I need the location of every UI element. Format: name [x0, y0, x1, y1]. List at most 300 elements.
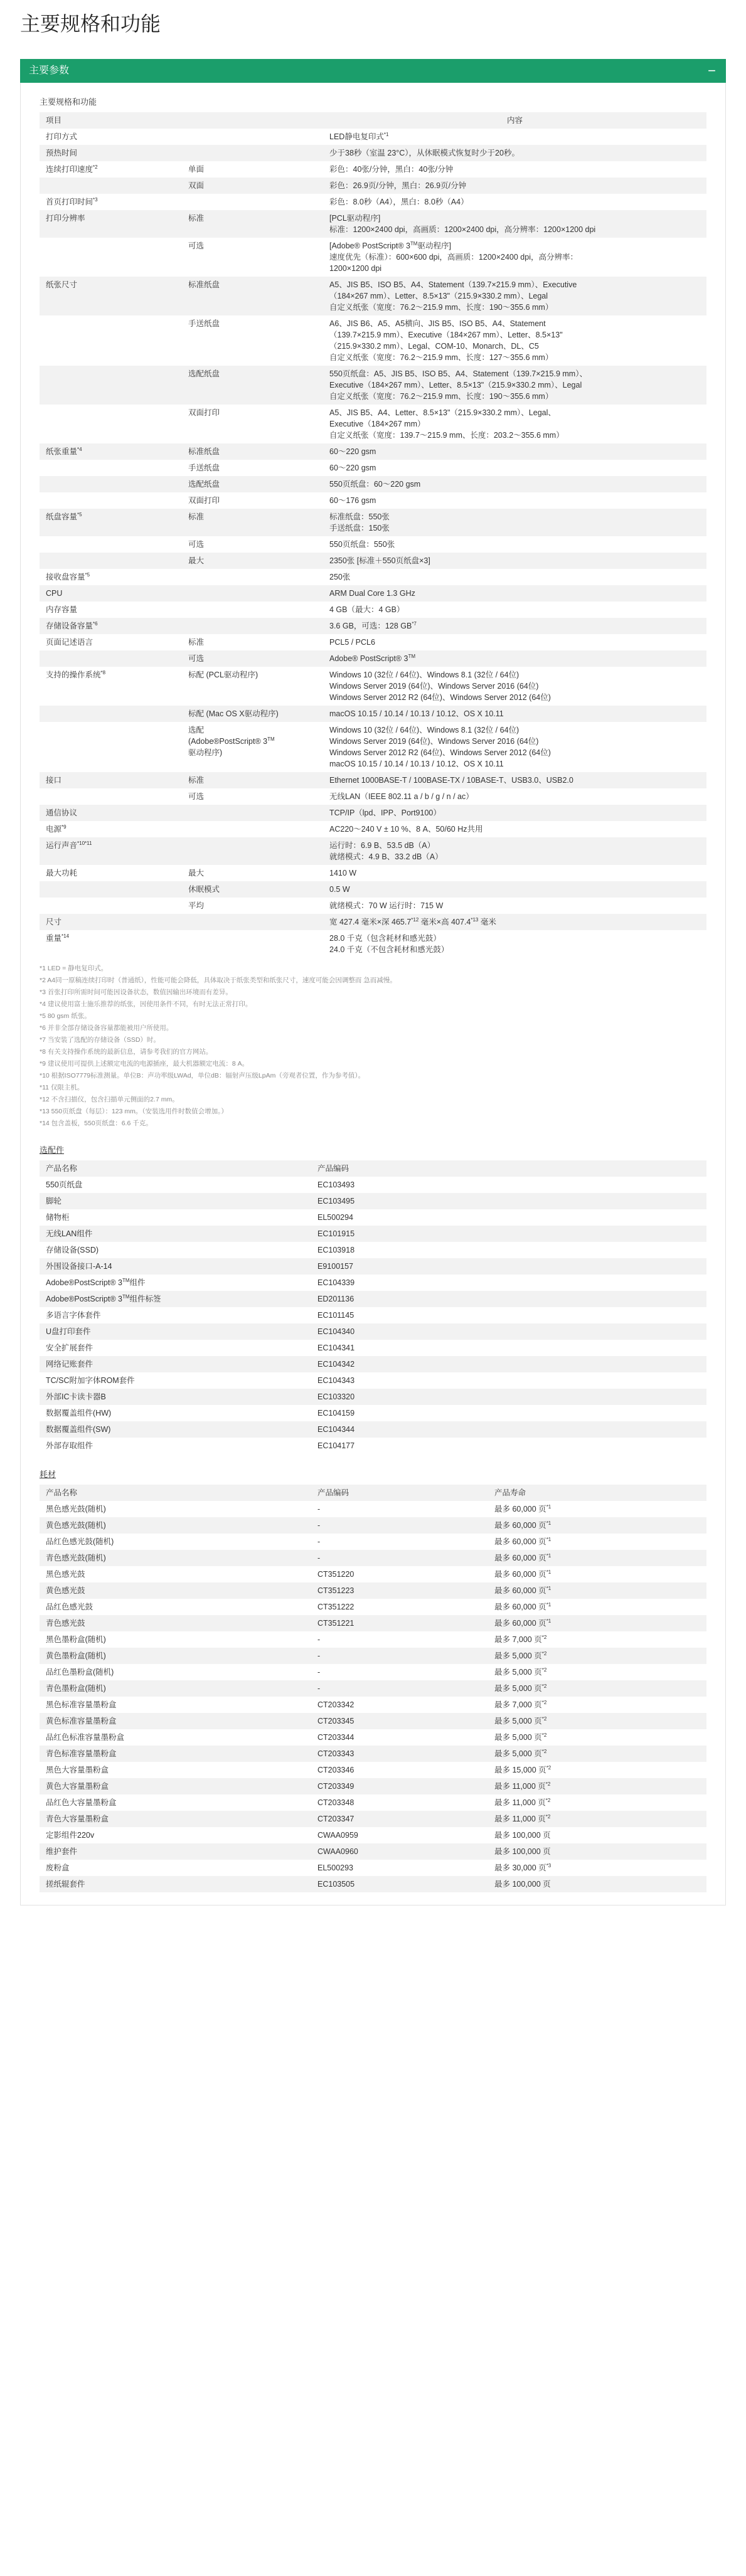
product-name: 定影组件220v [40, 1827, 311, 1843]
spec-value: [Adobe® PostScript® 3™驱动程序] 速度优先（标准）：600×600 dpi，高画质：1200×2400 dpi，高分辨率： 1200×1200 dpi [323, 238, 706, 277]
product-code: EC104342 [311, 1356, 706, 1372]
section-title: 主要参数 [29, 65, 70, 76]
product-name: 品红色标准容量墨粉盒 [40, 1729, 311, 1746]
product-life: 最多 30,000 页$^{*3}$ [488, 1860, 706, 1876]
product-name: 黑色墨粉盒(随机) [40, 1631, 311, 1648]
table-row [40, 1762, 706, 1778]
spec-subitem: 手送纸盘 [182, 315, 323, 366]
spec-value: AC220～240 V ± 10 %、8 A、50/60 Hz共用 [323, 821, 706, 837]
spec-row [40, 772, 706, 788]
spec-item [40, 315, 182, 366]
product-code: EC103495 [311, 1193, 706, 1209]
spec-row [40, 650, 706, 667]
product-name: TC/SC附加字体ROM套件 [40, 1372, 311, 1389]
spec-row [40, 788, 706, 805]
spec-value: LED静电复印式$^{*1}$ [323, 129, 706, 145]
product-name: 青色大容量墨粉盒 [40, 1811, 311, 1827]
footnote: *3 首张打印所需时间可能因设备状态，数值因输出环境而有差异。 [40, 989, 232, 996]
product-name: 青色标准容量墨粉盒 [40, 1746, 311, 1762]
spec-subitem: 选配 (Adobe®PostScript® 3™ 驱动程序) [182, 722, 323, 772]
spec-value: A5、JIS B5、ISO B5、A4、Statement（139.7×215.9 mm）、Executive （184×267 mm）、Letter、8.5×13"（215.9×330.2 mm）、Legal 自定义纸张（宽度：76.2～215.9 mm、长度：190～355.6 mm） [323, 277, 706, 315]
product-code: EC101145 [311, 1307, 706, 1323]
product-code: EL500293 [311, 1860, 488, 1876]
product-code: EC104341 [311, 1340, 706, 1356]
spec-value: 2350张 [标准＋550页纸盘×3] [323, 553, 706, 569]
spec-value: [PCL驱动程序] 标准：1200×2400 dpi，高画质：1200×2400 dpi，高分辨率：1200×1200 dpi [323, 210, 706, 238]
product-code: CWAA0960 [311, 1843, 488, 1860]
product-name: Adobe®PostScript® 3™组件标签 [40, 1291, 311, 1307]
product-name: 品红色感光鼓(随机) [40, 1534, 311, 1550]
spec-subitem: 最大 [182, 865, 323, 881]
table-row [40, 1648, 706, 1664]
spec-value: 内容 [323, 112, 706, 129]
spec-item: 项目 [40, 112, 182, 129]
spec-subitem [182, 112, 323, 129]
product-code: CT351223 [311, 1582, 488, 1599]
spec-item: 打印方式 [40, 129, 182, 145]
page-title: 主要规格和功能 [20, 13, 161, 35]
spec-value: 运行时：6.9 B、53.5 dB（A） 就绪模式：4.9 B、33.2 dB（A） [323, 837, 706, 865]
footnote: *12 不含扫描仪，包含扫描单元侧面的2.7 mm。 [40, 1096, 179, 1103]
spec-row [40, 805, 706, 821]
spec-value: 1410 W [323, 865, 706, 881]
spec-item [40, 650, 182, 667]
spec-row [40, 210, 706, 238]
spec-item: 内存容量 [40, 602, 182, 618]
product-name: 产品名称 [40, 1160, 311, 1177]
product-code: EC101915 [311, 1226, 706, 1242]
product-name: 青色墨粉盒(随机) [40, 1680, 311, 1697]
spec-item [40, 178, 182, 194]
product-life: 最多 100,000 页 [488, 1876, 706, 1892]
table-row [40, 1438, 706, 1454]
product-code: CT203346 [311, 1762, 488, 1778]
spec-item: 最大功耗 [40, 865, 182, 881]
product-life: 最多 15,000 页$^{*2}$ [488, 1762, 706, 1778]
footnote: *14 包含盖板，550页纸盘：6.6 千克。 [40, 1120, 152, 1127]
spec-row [40, 145, 706, 161]
product-name: 数据覆盖组件(SW) [40, 1421, 311, 1438]
table-row [40, 1664, 706, 1680]
spec-value: Windows 10 (32位 / 64位)、Windows 8.1 (32位 / 64位) Windows Server 2019 (64位)、Windows Server 2016 (64位) Windows Server 2012 R2 (64位)、Windows Server 2012 (64位) [323, 667, 706, 706]
product-name: 网络记账套件 [40, 1356, 311, 1372]
table-row [40, 1746, 706, 1762]
product-code: - [311, 1501, 488, 1517]
spec-subitem: 标配 (PCL驱动程序) [182, 667, 323, 706]
options-heading: 选配件 [40, 1145, 65, 1155]
product-name: 黄色感光鼓 [40, 1582, 311, 1599]
product-name: 黄色标准容量墨粉盒 [40, 1713, 311, 1729]
spec-item: 运行声音$^{*10*11}$ [40, 837, 182, 865]
product-name: 黑色感光鼓 [40, 1566, 311, 1582]
table-row [40, 1713, 706, 1729]
product-name: 存储设备(SSD) [40, 1242, 311, 1258]
product-code: CT203343 [311, 1746, 488, 1762]
product-name: 脚轮 [40, 1193, 311, 1209]
product-life: 最多 5,000 页$^{*2}$ [488, 1729, 706, 1746]
table-row [40, 1356, 706, 1372]
spec-row [40, 667, 706, 706]
spec-value: 0.5 W [323, 881, 706, 898]
spec-value: ARM Dual Core 1.3 GHz [323, 585, 706, 602]
spec-row [40, 315, 706, 366]
table-row [40, 1615, 706, 1631]
table-row [40, 1275, 706, 1291]
spec-value: 550页纸盘：60～220 gsm [323, 476, 706, 492]
spec-subitem [182, 569, 323, 585]
spec-row [40, 881, 706, 898]
spec-value: A6、JIS B6、A5、A5横向、JIS B5、ISO B5、A4、Statement （139.7×215.9 mm）、Executive（184×267 mm）、Letter、8.5×13" （215.9×330.2 mm）、Legal、COM-10、Monarch、DL、C5 自定义纸张（宽度：76.2～215.9 mm、长度：127～355.6 mm） [323, 315, 706, 366]
product-life: 最多 60,000 页$^{*1}$ [488, 1501, 706, 1517]
table-row [40, 1307, 706, 1323]
product-code: EC103505 [311, 1876, 488, 1892]
spec-value: 彩色：40张/分钟，黑白：40张/分钟 [323, 161, 706, 178]
spec-subitem: 标准纸盘 [182, 443, 323, 460]
table-row [40, 1323, 706, 1340]
footnote: *2 A4同一原稿连续打印时（普通纸），性能可能会降低，具体取决于纸张类型和纸张尺寸，速度可能会因调整而 急而减慢。 [40, 977, 397, 984]
product-life: 最多 11,000 页$^{*2}$ [488, 1794, 706, 1811]
spec-subitem: 标准纸盘 [182, 277, 323, 315]
spec-subitem: 标准 [182, 772, 323, 788]
product-life: 最多 5,000 页$^{*2}$ [488, 1680, 706, 1697]
product-life: 最多 60,000 页$^{*1}$ [488, 1517, 706, 1534]
table-row [40, 1729, 706, 1746]
product-name: 外围设备接口-A-14 [40, 1258, 311, 1275]
product-name: 黄色感光鼓(随机) [40, 1517, 311, 1534]
spec-row [40, 930, 706, 958]
spec-value: 60～220 gsm [323, 460, 706, 476]
spec-row [40, 161, 706, 178]
product-name: 废粉盒 [40, 1860, 311, 1876]
spec-value: Ethernet 1000BASE-T / 100BASE-TX / 10BASE-T、USB3.0、USB2.0 [323, 772, 706, 788]
spec-row [40, 238, 706, 277]
table-row [40, 1534, 706, 1550]
spec-subitem: 平均 [182, 898, 323, 914]
product-name: 品红色大容量墨粉盒 [40, 1794, 311, 1811]
product-code: 产品编码 [311, 1160, 706, 1177]
options-header-row [40, 1160, 706, 1177]
spec-value: 60～176 gsm [323, 492, 706, 509]
spec-row [40, 821, 706, 837]
spec-row [40, 585, 706, 602]
table-row [40, 1566, 706, 1582]
spec-subitem: 双面打印 [182, 492, 323, 509]
product-life: 最多 5,000 页$^{*2}$ [488, 1664, 706, 1680]
spec-item: 纸张重量$^{*4}$ [40, 443, 182, 460]
spec-subitem: 双面打印 [182, 405, 323, 443]
product-code: EL500294 [311, 1209, 706, 1226]
product-code: CT203347 [311, 1811, 488, 1827]
product-life: 最多 5,000 页$^{*2}$ [488, 1746, 706, 1762]
product-code: CT203349 [311, 1778, 488, 1794]
spec-item: 首页打印时间$^{*3}$ [40, 194, 182, 210]
product-code: ED201136 [311, 1291, 706, 1307]
spec-subitem: 标准 [182, 210, 323, 238]
table-row [40, 1501, 706, 1517]
product-name: 品红色感光鼓 [40, 1599, 311, 1615]
spec-item: CPU [40, 585, 182, 602]
spec-row [40, 536, 706, 553]
spec-item: 存储设备容量$^{*6}$ [40, 618, 182, 634]
table-row [40, 1550, 706, 1566]
product-code: EC104159 [311, 1405, 706, 1421]
spec-subitem: 选配纸盘 [182, 366, 323, 405]
spec-value: 少于38秒（室温 23°C），从休眠模式恢复时少于20秒。 [323, 145, 706, 161]
spec-row [40, 443, 706, 460]
footnote: *6 并非全部存储设备容量都能被用户所使用。 [40, 1024, 173, 1032]
product-name: 黑色感光鼓(随机) [40, 1501, 311, 1517]
spec-subitem: 可选 [182, 238, 323, 277]
product-code: EC104340 [311, 1323, 706, 1340]
product-code: CWAA0959 [311, 1827, 488, 1843]
table-row [40, 1340, 706, 1356]
spec-subitem [182, 821, 323, 837]
spec-row [40, 914, 706, 930]
footnote: *10 根据ISO7779标准测量。单位B：声功率级LWAd，单位dB：辐射声压级LpAm（旁观者位置，作为参考值）。 [40, 1072, 365, 1079]
spec-value: TCP/IP（lpd、IPP、Port9100） [323, 805, 706, 821]
footnote: *1 LED = 静电复印式。 [40, 965, 108, 972]
spec-subitem: 标配 (Mac OS X驱动程序) [182, 706, 323, 722]
product-code: - [311, 1631, 488, 1648]
spec-value: 标准纸盘：550张 手送纸盘：150张 [323, 509, 706, 536]
table-row [40, 1697, 706, 1713]
spec-subitem [182, 129, 323, 145]
spec-subitem [182, 585, 323, 602]
product-name: 青色感光鼓 [40, 1615, 311, 1631]
table-row [40, 1405, 706, 1421]
product-name: 黑色大容量墨粉盒 [40, 1762, 311, 1778]
spec-value: Windows 10 (32位 / 64位)、Windows 8.1 (32位 / 64位) Windows Server 2019 (64位)、Windows Server 2016 (64位) Windows Server 2012 R2 (64位)、Windows Server 2012 (64位) macOS 10.15 / 10.14 / 10.13 / 10.12、OS X 10.11 [323, 722, 706, 772]
spec-row [40, 569, 706, 585]
product-life: 最多 60,000 页$^{*1}$ [488, 1550, 706, 1566]
product-name: 维护套件 [40, 1843, 311, 1860]
spec-value: 550页纸盘：A5、JIS B5、ISO B5、A4、Statement（139.7×215.9 mm）、 Executive（184×267 mm）、Letter、8.5×13"（215.9×330.2 mm）、Legal 自定义纸张（宽度：76.2～215.9 mm、长度：190～355.6 mm） [323, 366, 706, 405]
spec-item [40, 460, 182, 476]
product-life: 最多 11,000 页$^{*2}$ [488, 1778, 706, 1794]
table-row [40, 1372, 706, 1389]
spec-item [40, 553, 182, 569]
spec-header-row [40, 112, 706, 129]
spec-value: 宽 427.4 毫米×深 465.7$^{*12}$ 毫米×高 407.4$^{*13}$ 毫米 [323, 914, 706, 930]
spec-item: 纸张尺寸 [40, 277, 182, 315]
product-code: CT203348 [311, 1794, 488, 1811]
product-code: EC103320 [311, 1389, 706, 1405]
table-row [40, 1389, 706, 1405]
spec-subitem [182, 602, 323, 618]
spec-row [40, 492, 706, 509]
spec-item: 纸盘容量$^{*5}$ [40, 509, 182, 536]
spec-value: A5、JIS B5、A4、Letter、8.5×13"（215.9×330.2 mm）、Legal、 Executive（184×267 mm） 自定义纸张（宽度：139.7～215.9 mm、长度：203.2～355.6 mm） [323, 405, 706, 443]
table-row [40, 1421, 706, 1438]
product-name: 外部存取组件 [40, 1438, 311, 1454]
product-life: 最多 100,000 页 [488, 1843, 706, 1860]
table-row [40, 1631, 706, 1648]
spec-item: 连续打印速度$^{*2}$ [40, 161, 182, 178]
footnote: *8 有关支持操作系统的最新信息，请参考我们的官方网站。 [40, 1048, 213, 1056]
spec-item: 重量$^{*14}$ [40, 930, 182, 958]
product-life: 产品寿命 [488, 1485, 706, 1501]
table-row [40, 1291, 706, 1307]
table-row [40, 1177, 706, 1193]
table-row [40, 1209, 706, 1226]
spec-item: 接收盘容量$^{*5}$ [40, 569, 182, 585]
product-life: 最多 60,000 页$^{*1}$ [488, 1615, 706, 1631]
spec-item [40, 788, 182, 805]
spec-item: 尺寸 [40, 914, 182, 930]
product-name: 安全扩展套件 [40, 1340, 311, 1356]
spec-subitem [182, 618, 323, 634]
spec-item [40, 405, 182, 443]
product-life: 最多 5,000 页$^{*2}$ [488, 1713, 706, 1729]
table-row [40, 1876, 706, 1892]
section-content [20, 83, 726, 1905]
product-name: 产品名称 [40, 1485, 311, 1501]
product-code: EC104339 [311, 1275, 706, 1291]
table-row [40, 1827, 706, 1843]
spec-subitem: 可选 [182, 788, 323, 805]
spec-row [40, 722, 706, 772]
product-name: 青色感光鼓(随机) [40, 1550, 311, 1566]
product-name: 550页纸盘 [40, 1177, 311, 1193]
product-name: 无线LAN组件 [40, 1226, 311, 1242]
product-code: - [311, 1534, 488, 1550]
spec-table [40, 112, 706, 958]
spec-item: 支持的操作系统$^{*8}$ [40, 667, 182, 706]
spec-value: 28.0 千克（包含耗材和感光鼓） 24.0 千克（不包含耗材和感光鼓） [323, 930, 706, 958]
table-row [40, 1582, 706, 1599]
table-row [40, 1258, 706, 1275]
spec-row [40, 865, 706, 881]
spec-subitem [182, 930, 323, 958]
spec-row [40, 277, 706, 315]
product-code: E9100157 [311, 1258, 706, 1275]
spec-row [40, 837, 706, 865]
footnote: *7 当安装了选配的存储设备（SSD）时。 [40, 1036, 160, 1044]
product-name: U盘打印套件 [40, 1323, 311, 1340]
spec-item: 接口 [40, 772, 182, 788]
consumables-table [40, 1485, 706, 1892]
spec-item [40, 492, 182, 509]
product-name: Adobe®PostScript® 3™组件 [40, 1275, 311, 1291]
spec-row [40, 602, 706, 618]
spec-row [40, 618, 706, 634]
spec-item [40, 366, 182, 405]
consumables-header-row [40, 1485, 706, 1501]
footnote: *5 80 gsm 纸张。 [40, 1012, 91, 1020]
spec-row [40, 460, 706, 476]
spec-row [40, 553, 706, 569]
product-life: 最多 60,000 页$^{*1}$ [488, 1599, 706, 1615]
spec-subitem: 标准 [182, 509, 323, 536]
consumables-heading: 耗材 [40, 1470, 56, 1479]
product-name: 黄色墨粉盒(随机) [40, 1648, 311, 1664]
spec-item [40, 536, 182, 553]
spec-subitem: 休眠模式 [182, 881, 323, 898]
spec-value: Adobe® PostScript® 3™ [323, 650, 706, 667]
spec-value: 4 GB（最大：4 GB） [323, 602, 706, 618]
spec-row [40, 405, 706, 443]
product-code: - [311, 1517, 488, 1534]
product-name: 品红色墨粉盒(随机) [40, 1664, 311, 1680]
product-code: CT351222 [311, 1599, 488, 1615]
product-code: EC104344 [311, 1421, 706, 1438]
table-row [40, 1680, 706, 1697]
footnotes [40, 963, 706, 1130]
collapse-icon[interactable]: − [708, 63, 716, 78]
spec-item [40, 722, 182, 772]
product-code: EC104177 [311, 1438, 706, 1454]
spec-subitem: 手送纸盘 [182, 460, 323, 476]
spec-row [40, 706, 706, 722]
spec-subitem [182, 145, 323, 161]
spec-subitem [182, 837, 323, 865]
spec-item [40, 706, 182, 722]
product-code: CT351220 [311, 1566, 488, 1582]
table-row [40, 1599, 706, 1615]
spec-value: 彩色：8.0秒（A4），黑白：8.0秒（A4） [323, 194, 706, 210]
product-life: 最多 5,000 页$^{*2}$ [488, 1648, 706, 1664]
spec-item [40, 238, 182, 277]
footnote: *9 建议使用可提供上述额定电流的电源插座，最大机器额定电流：8 A。 [40, 1060, 249, 1068]
spec-subitem: 单面 [182, 161, 323, 178]
spec-item [40, 881, 182, 898]
spec-subitem: 最大 [182, 553, 323, 569]
product-code: - [311, 1664, 488, 1680]
table-row [40, 1794, 706, 1811]
spec-row [40, 634, 706, 650]
product-name: 数据覆盖组件(HW) [40, 1405, 311, 1421]
product-code: EC103493 [311, 1177, 706, 1193]
product-life: 最多 60,000 页$^{*1}$ [488, 1534, 706, 1550]
spec-subitem [182, 194, 323, 210]
spec-value: 60～220 gsm [323, 443, 706, 460]
spec-value: 彩色：26.9页/分钟，黑白：26.9页/分钟 [323, 178, 706, 194]
spec-item [40, 476, 182, 492]
product-name: 储物柜 [40, 1209, 311, 1226]
product-code: CT203342 [311, 1697, 488, 1713]
product-life: 最多 60,000 页$^{*1}$ [488, 1582, 706, 1599]
spec-row [40, 129, 706, 145]
product-code: - [311, 1680, 488, 1697]
product-name: 搓纸辊套件 [40, 1876, 311, 1892]
spec-row [40, 178, 706, 194]
spec-item: 页面记述语言 [40, 634, 182, 650]
spec-value: PCL5 / PCL6 [323, 634, 706, 650]
options-table [40, 1160, 706, 1454]
table-row [40, 1242, 706, 1258]
spec-value: 250张 [323, 569, 706, 585]
spec-subitem: 选配纸盘 [182, 476, 323, 492]
table-row [40, 1193, 706, 1209]
spec-value: 3.6 GB，可选：128 GB$^{*7}$ [323, 618, 706, 634]
product-life: 最多 60,000 页$^{*1}$ [488, 1566, 706, 1582]
spec-heading: 主要规格和功能 [40, 97, 97, 107]
spec-value: macOS 10.15 / 10.14 / 10.13 / 10.12、OS X 10.11 [323, 706, 706, 722]
product-code: EC103918 [311, 1242, 706, 1258]
product-code: 产品编码 [311, 1485, 488, 1501]
spec-row [40, 476, 706, 492]
spec-item: 通信协议 [40, 805, 182, 821]
spec-subitem: 可选 [182, 536, 323, 553]
product-code: - [311, 1648, 488, 1664]
table-row [40, 1843, 706, 1860]
footnote: *11 仅限主机。 [40, 1084, 84, 1091]
spec-row [40, 898, 706, 914]
product-life: 最多 100,000 页 [488, 1827, 706, 1843]
product-name: 多语言字体套件 [40, 1307, 311, 1323]
section-header-main-params[interactable] [20, 59, 726, 83]
spec-subitem: 可选 [182, 650, 323, 667]
